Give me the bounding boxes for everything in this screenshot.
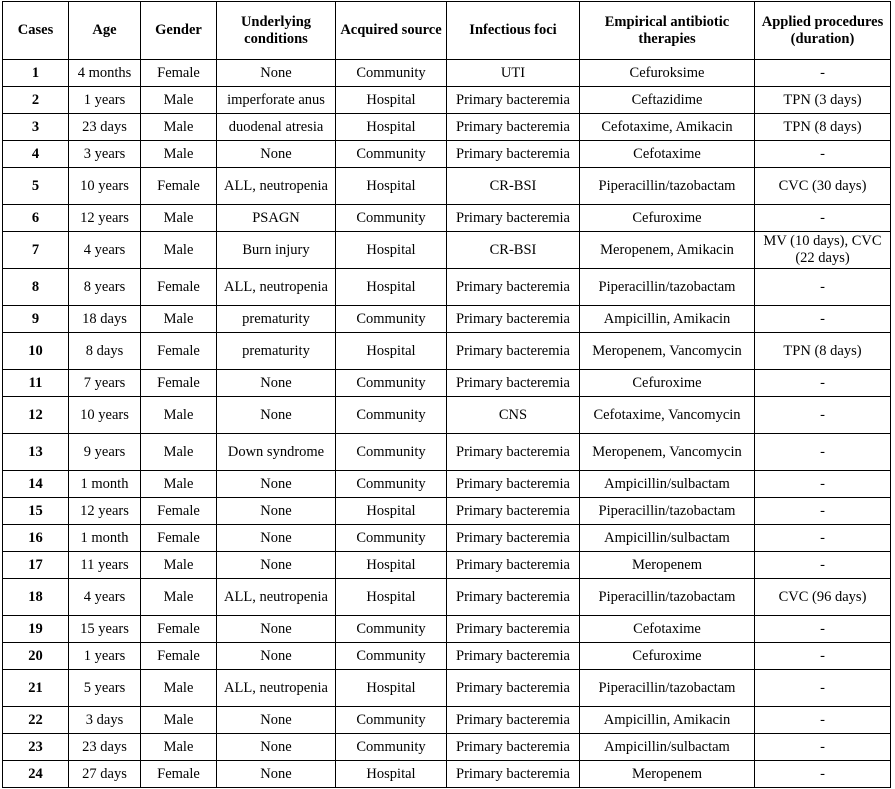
underlying-conditions-cell: ALL, neutropenia xyxy=(217,269,336,306)
antibiotic-therapy-cell: Ampicillin/sulbactam xyxy=(580,471,755,498)
acquired-source-cell: Hospital xyxy=(336,552,447,579)
age-cell: 7 years xyxy=(69,370,141,397)
table-row xyxy=(3,114,891,141)
underlying-conditions-cell: None xyxy=(217,643,336,670)
applied-procedures-cell: - xyxy=(755,471,891,498)
applied-procedures-cell: - xyxy=(755,141,891,168)
table-row xyxy=(3,370,891,397)
underlying-conditions-cell: ALL, neutropenia xyxy=(217,670,336,707)
underlying-conditions-cell: Down syndrome xyxy=(217,434,336,471)
antibiotic-therapy-cell: Cefotaxime xyxy=(580,141,755,168)
infectious-foci-cell: Primary bacteremia xyxy=(447,141,580,168)
underlying-conditions-cell: None xyxy=(217,397,336,434)
table-row xyxy=(3,579,891,616)
gender-cell: Female xyxy=(141,370,217,397)
case-number-cell: 4 xyxy=(3,141,69,168)
antibiotic-therapy-cell: Ampicillin/sulbactam xyxy=(580,525,755,552)
underlying-conditions-cell: Burn injury xyxy=(217,232,336,269)
table-body xyxy=(3,60,891,788)
age-cell: 10 years xyxy=(69,397,141,434)
gender-cell: Male xyxy=(141,141,217,168)
case-number-cell: 16 xyxy=(3,525,69,552)
case-number-cell: 1 xyxy=(3,60,69,87)
header-underlying-conditions: Underlying conditions xyxy=(217,2,336,60)
table-row xyxy=(3,141,891,168)
gender-cell: Male xyxy=(141,397,217,434)
case-number-cell: 5 xyxy=(3,168,69,205)
age-cell: 4 years xyxy=(69,579,141,616)
applied-procedures-cell: CVC (30 days) xyxy=(755,168,891,205)
table-row xyxy=(3,552,891,579)
applied-procedures-cell: - xyxy=(755,670,891,707)
age-cell: 15 years xyxy=(69,616,141,643)
table-row xyxy=(3,87,891,114)
gender-cell: Male xyxy=(141,734,217,761)
acquired-source-cell: Community xyxy=(336,434,447,471)
infectious-foci-cell: Primary bacteremia xyxy=(447,269,580,306)
age-cell: 1 month xyxy=(69,525,141,552)
underlying-conditions-cell: None xyxy=(217,525,336,552)
gender-cell: Female xyxy=(141,168,217,205)
header-age: Age xyxy=(69,2,141,60)
case-number-cell: 9 xyxy=(3,306,69,333)
case-number-cell: 7 xyxy=(3,232,69,269)
gender-cell: Female xyxy=(141,60,217,87)
antibiotic-therapy-cell: Cefuroxime xyxy=(580,643,755,670)
antibiotic-therapy-cell: Cefotaxime xyxy=(580,616,755,643)
underlying-conditions-cell: None xyxy=(217,761,336,788)
table-row xyxy=(3,707,891,734)
applied-procedures-cell: - xyxy=(755,205,891,232)
antibiotic-therapy-cell: Ampicillin/sulbactam xyxy=(580,734,755,761)
case-number-cell: 12 xyxy=(3,397,69,434)
acquired-source-cell: Hospital xyxy=(336,498,447,525)
gender-cell: Male xyxy=(141,205,217,232)
applied-procedures-cell: - xyxy=(755,269,891,306)
table-row xyxy=(3,60,891,87)
acquired-source-cell: Community xyxy=(336,306,447,333)
applied-procedures-cell: TPN (8 days) xyxy=(755,333,891,370)
age-cell: 12 years xyxy=(69,205,141,232)
antibiotic-therapy-cell: Meropenem xyxy=(580,552,755,579)
infectious-foci-cell: Primary bacteremia xyxy=(447,205,580,232)
underlying-conditions-cell: PSAGN xyxy=(217,205,336,232)
antibiotic-therapy-cell: Piperacillin/tazobactam xyxy=(580,670,755,707)
age-cell: 4 years xyxy=(69,232,141,269)
underlying-conditions-cell: ALL, neutropenia xyxy=(217,579,336,616)
infectious-foci-cell: Primary bacteremia xyxy=(447,761,580,788)
gender-cell: Male xyxy=(141,552,217,579)
age-cell: 23 days xyxy=(69,734,141,761)
case-number-cell: 22 xyxy=(3,707,69,734)
acquired-source-cell: Hospital xyxy=(336,761,447,788)
table-row xyxy=(3,670,891,707)
applied-procedures-cell: - xyxy=(755,734,891,761)
antibiotic-therapy-cell: Piperacillin/tazobactam xyxy=(580,269,755,306)
applied-procedures-cell: - xyxy=(755,643,891,670)
table-row xyxy=(3,434,891,471)
gender-cell: Male xyxy=(141,434,217,471)
infectious-foci-cell: Primary bacteremia xyxy=(447,552,580,579)
applied-procedures-cell: - xyxy=(755,434,891,471)
header-empirical-antibiotic-therapies: Empirical antibiotic therapies xyxy=(580,2,755,60)
infectious-foci-cell: Primary bacteremia xyxy=(447,579,580,616)
infectious-foci-cell: Primary bacteremia xyxy=(447,434,580,471)
antibiotic-therapy-cell: Cefuroxime xyxy=(580,205,755,232)
underlying-conditions-cell: prematurity xyxy=(217,333,336,370)
acquired-source-cell: Hospital xyxy=(336,579,447,616)
age-cell: 18 days xyxy=(69,306,141,333)
case-number-cell: 19 xyxy=(3,616,69,643)
gender-cell: Male xyxy=(141,114,217,141)
applied-procedures-cell: - xyxy=(755,707,891,734)
gender-cell: Male xyxy=(141,87,217,114)
acquired-source-cell: Community xyxy=(336,707,447,734)
infectious-foci-cell: Primary bacteremia xyxy=(447,707,580,734)
age-cell: 3 days xyxy=(69,707,141,734)
acquired-source-cell: Community xyxy=(336,525,447,552)
applied-procedures-cell: - xyxy=(755,525,891,552)
applied-procedures-cell: - xyxy=(755,498,891,525)
antibiotic-therapy-cell: Ceftazidime xyxy=(580,87,755,114)
infectious-foci-cell: Primary bacteremia xyxy=(447,616,580,643)
acquired-source-cell: Hospital xyxy=(336,114,447,141)
acquired-source-cell: Hospital xyxy=(336,670,447,707)
acquired-source-cell: Hospital xyxy=(336,269,447,306)
acquired-source-cell: Community xyxy=(336,616,447,643)
applied-procedures-cell: - xyxy=(755,306,891,333)
applied-procedures-cell: - xyxy=(755,616,891,643)
gender-cell: Female xyxy=(141,761,217,788)
case-number-cell: 6 xyxy=(3,205,69,232)
antibiotic-therapy-cell: Piperacillin/tazobactam xyxy=(580,498,755,525)
header-cases: Cases xyxy=(3,2,69,60)
case-number-cell: 3 xyxy=(3,114,69,141)
underlying-conditions-cell: None xyxy=(217,370,336,397)
age-cell: 4 months xyxy=(69,60,141,87)
antibiotic-therapy-cell: Cefuroxime xyxy=(580,370,755,397)
case-number-cell: 23 xyxy=(3,734,69,761)
underlying-conditions-cell: duodenal atresia xyxy=(217,114,336,141)
underlying-conditions-cell: None xyxy=(217,616,336,643)
infectious-foci-cell: Primary bacteremia xyxy=(447,643,580,670)
table-row xyxy=(3,734,891,761)
age-cell: 10 years xyxy=(69,168,141,205)
age-cell: 12 years xyxy=(69,498,141,525)
case-number-cell: 10 xyxy=(3,333,69,370)
table-row xyxy=(3,761,891,788)
case-number-cell: 18 xyxy=(3,579,69,616)
gender-cell: Female xyxy=(141,498,217,525)
applied-procedures-cell: - xyxy=(755,370,891,397)
case-number-cell: 14 xyxy=(3,471,69,498)
age-cell: 1 month xyxy=(69,471,141,498)
gender-cell: Male xyxy=(141,471,217,498)
infectious-foci-cell: Primary bacteremia xyxy=(447,114,580,141)
table-row xyxy=(3,616,891,643)
acquired-source-cell: Hospital xyxy=(336,168,447,205)
antibiotic-therapy-cell: Meropenem, Amikacin xyxy=(580,232,755,269)
cases-table xyxy=(2,1,891,788)
acquired-source-cell: Hospital xyxy=(336,333,447,370)
acquired-source-cell: Community xyxy=(336,643,447,670)
applied-procedures-cell: - xyxy=(755,761,891,788)
applied-procedures-cell: - xyxy=(755,552,891,579)
infectious-foci-cell: Primary bacteremia xyxy=(447,670,580,707)
infectious-foci-cell: CR-BSI xyxy=(447,168,580,205)
case-number-cell: 13 xyxy=(3,434,69,471)
antibiotic-therapy-cell: Piperacillin/tazobactam xyxy=(580,579,755,616)
underlying-conditions-cell: None xyxy=(217,471,336,498)
acquired-source-cell: Community xyxy=(336,370,447,397)
infectious-foci-cell: Primary bacteremia xyxy=(447,498,580,525)
case-number-cell: 21 xyxy=(3,670,69,707)
acquired-source-cell: Community xyxy=(336,397,447,434)
gender-cell: Female xyxy=(141,525,217,552)
header-applied-procedures: Applied procedures (duration) xyxy=(755,2,891,60)
applied-procedures-cell: - xyxy=(755,397,891,434)
gender-cell: Male xyxy=(141,579,217,616)
antibiotic-therapy-cell: Ampicillin, Amikacin xyxy=(580,707,755,734)
age-cell: 8 days xyxy=(69,333,141,370)
table-row xyxy=(3,168,891,205)
applied-procedures-cell: MV (10 days), CVC (22 days) xyxy=(755,232,891,269)
table-header xyxy=(3,2,891,60)
infectious-foci-cell: Primary bacteremia xyxy=(447,333,580,370)
infectious-foci-cell: Primary bacteremia xyxy=(447,525,580,552)
antibiotic-therapy-cell: Meropenem, Vancomycin xyxy=(580,333,755,370)
gender-cell: Female xyxy=(141,269,217,306)
table-row xyxy=(3,269,891,306)
table-row xyxy=(3,525,891,552)
acquired-source-cell: Community xyxy=(336,141,447,168)
table-row xyxy=(3,205,891,232)
underlying-conditions-cell: None xyxy=(217,734,336,761)
age-cell: 11 years xyxy=(69,552,141,579)
case-number-cell: 2 xyxy=(3,87,69,114)
table-row xyxy=(3,498,891,525)
gender-cell: Female xyxy=(141,333,217,370)
gender-cell: Male xyxy=(141,232,217,269)
age-cell: 8 years xyxy=(69,269,141,306)
case-number-cell: 11 xyxy=(3,370,69,397)
underlying-conditions-cell: None xyxy=(217,552,336,579)
underlying-conditions-cell: None xyxy=(217,707,336,734)
gender-cell: Male xyxy=(141,707,217,734)
infectious-foci-cell: UTI xyxy=(447,60,580,87)
underlying-conditions-cell: imperforate anus xyxy=(217,87,336,114)
table-row xyxy=(3,306,891,333)
case-number-cell: 20 xyxy=(3,643,69,670)
acquired-source-cell: Hospital xyxy=(336,87,447,114)
gender-cell: Female xyxy=(141,643,217,670)
gender-cell: Male xyxy=(141,670,217,707)
case-number-cell: 24 xyxy=(3,761,69,788)
header-gender: Gender xyxy=(141,2,217,60)
header-infectious-foci: Infectious foci xyxy=(447,2,580,60)
age-cell: 27 days xyxy=(69,761,141,788)
table-row xyxy=(3,643,891,670)
table-row xyxy=(3,471,891,498)
case-number-cell: 8 xyxy=(3,269,69,306)
table-row xyxy=(3,333,891,370)
acquired-source-cell: Community xyxy=(336,205,447,232)
infectious-foci-cell: Primary bacteremia xyxy=(447,370,580,397)
antibiotic-therapy-cell: Meropenem xyxy=(580,761,755,788)
age-cell: 9 years xyxy=(69,434,141,471)
age-cell: 5 years xyxy=(69,670,141,707)
infectious-foci-cell: Primary bacteremia xyxy=(447,87,580,114)
antibiotic-therapy-cell: Meropenem, Vancomycin xyxy=(580,434,755,471)
underlying-conditions-cell: ALL, neutropenia xyxy=(217,168,336,205)
applied-procedures-cell: - xyxy=(755,60,891,87)
infectious-foci-cell: Primary bacteremia xyxy=(447,734,580,761)
infectious-foci-cell: CR-BSI xyxy=(447,232,580,269)
antibiotic-therapy-cell: Cefotaxime, Amikacin xyxy=(580,114,755,141)
age-cell: 3 years xyxy=(69,141,141,168)
underlying-conditions-cell: prematurity xyxy=(217,306,336,333)
acquired-source-cell: Community xyxy=(336,471,447,498)
acquired-source-cell: Community xyxy=(336,734,447,761)
applied-procedures-cell: TPN (8 days) xyxy=(755,114,891,141)
age-cell: 23 days xyxy=(69,114,141,141)
infectious-foci-cell: CNS xyxy=(447,397,580,434)
infectious-foci-cell: Primary bacteremia xyxy=(447,471,580,498)
underlying-conditions-cell: None xyxy=(217,141,336,168)
applied-procedures-cell: CVC (96 days) xyxy=(755,579,891,616)
case-number-cell: 17 xyxy=(3,552,69,579)
table-row xyxy=(3,397,891,434)
header-acquired-source: Acquired source xyxy=(336,2,447,60)
gender-cell: Female xyxy=(141,616,217,643)
infectious-foci-cell: Primary bacteremia xyxy=(447,306,580,333)
antibiotic-therapy-cell: Ampicillin, Amikacin xyxy=(580,306,755,333)
antibiotic-therapy-cell: Piperacillin/tazobactam xyxy=(580,168,755,205)
antibiotic-therapy-cell: Cefotaxime, Vancomycin xyxy=(580,397,755,434)
antibiotic-therapy-cell: Cefuroksime xyxy=(580,60,755,87)
acquired-source-cell: Community xyxy=(336,60,447,87)
underlying-conditions-cell: None xyxy=(217,498,336,525)
acquired-source-cell: Hospital xyxy=(336,232,447,269)
applied-procedures-cell: TPN (3 days) xyxy=(755,87,891,114)
age-cell: 1 years xyxy=(69,643,141,670)
underlying-conditions-cell: None xyxy=(217,60,336,87)
age-cell: 1 years xyxy=(69,87,141,114)
gender-cell: Male xyxy=(141,306,217,333)
table-row xyxy=(3,232,891,269)
case-number-cell: 15 xyxy=(3,498,69,525)
